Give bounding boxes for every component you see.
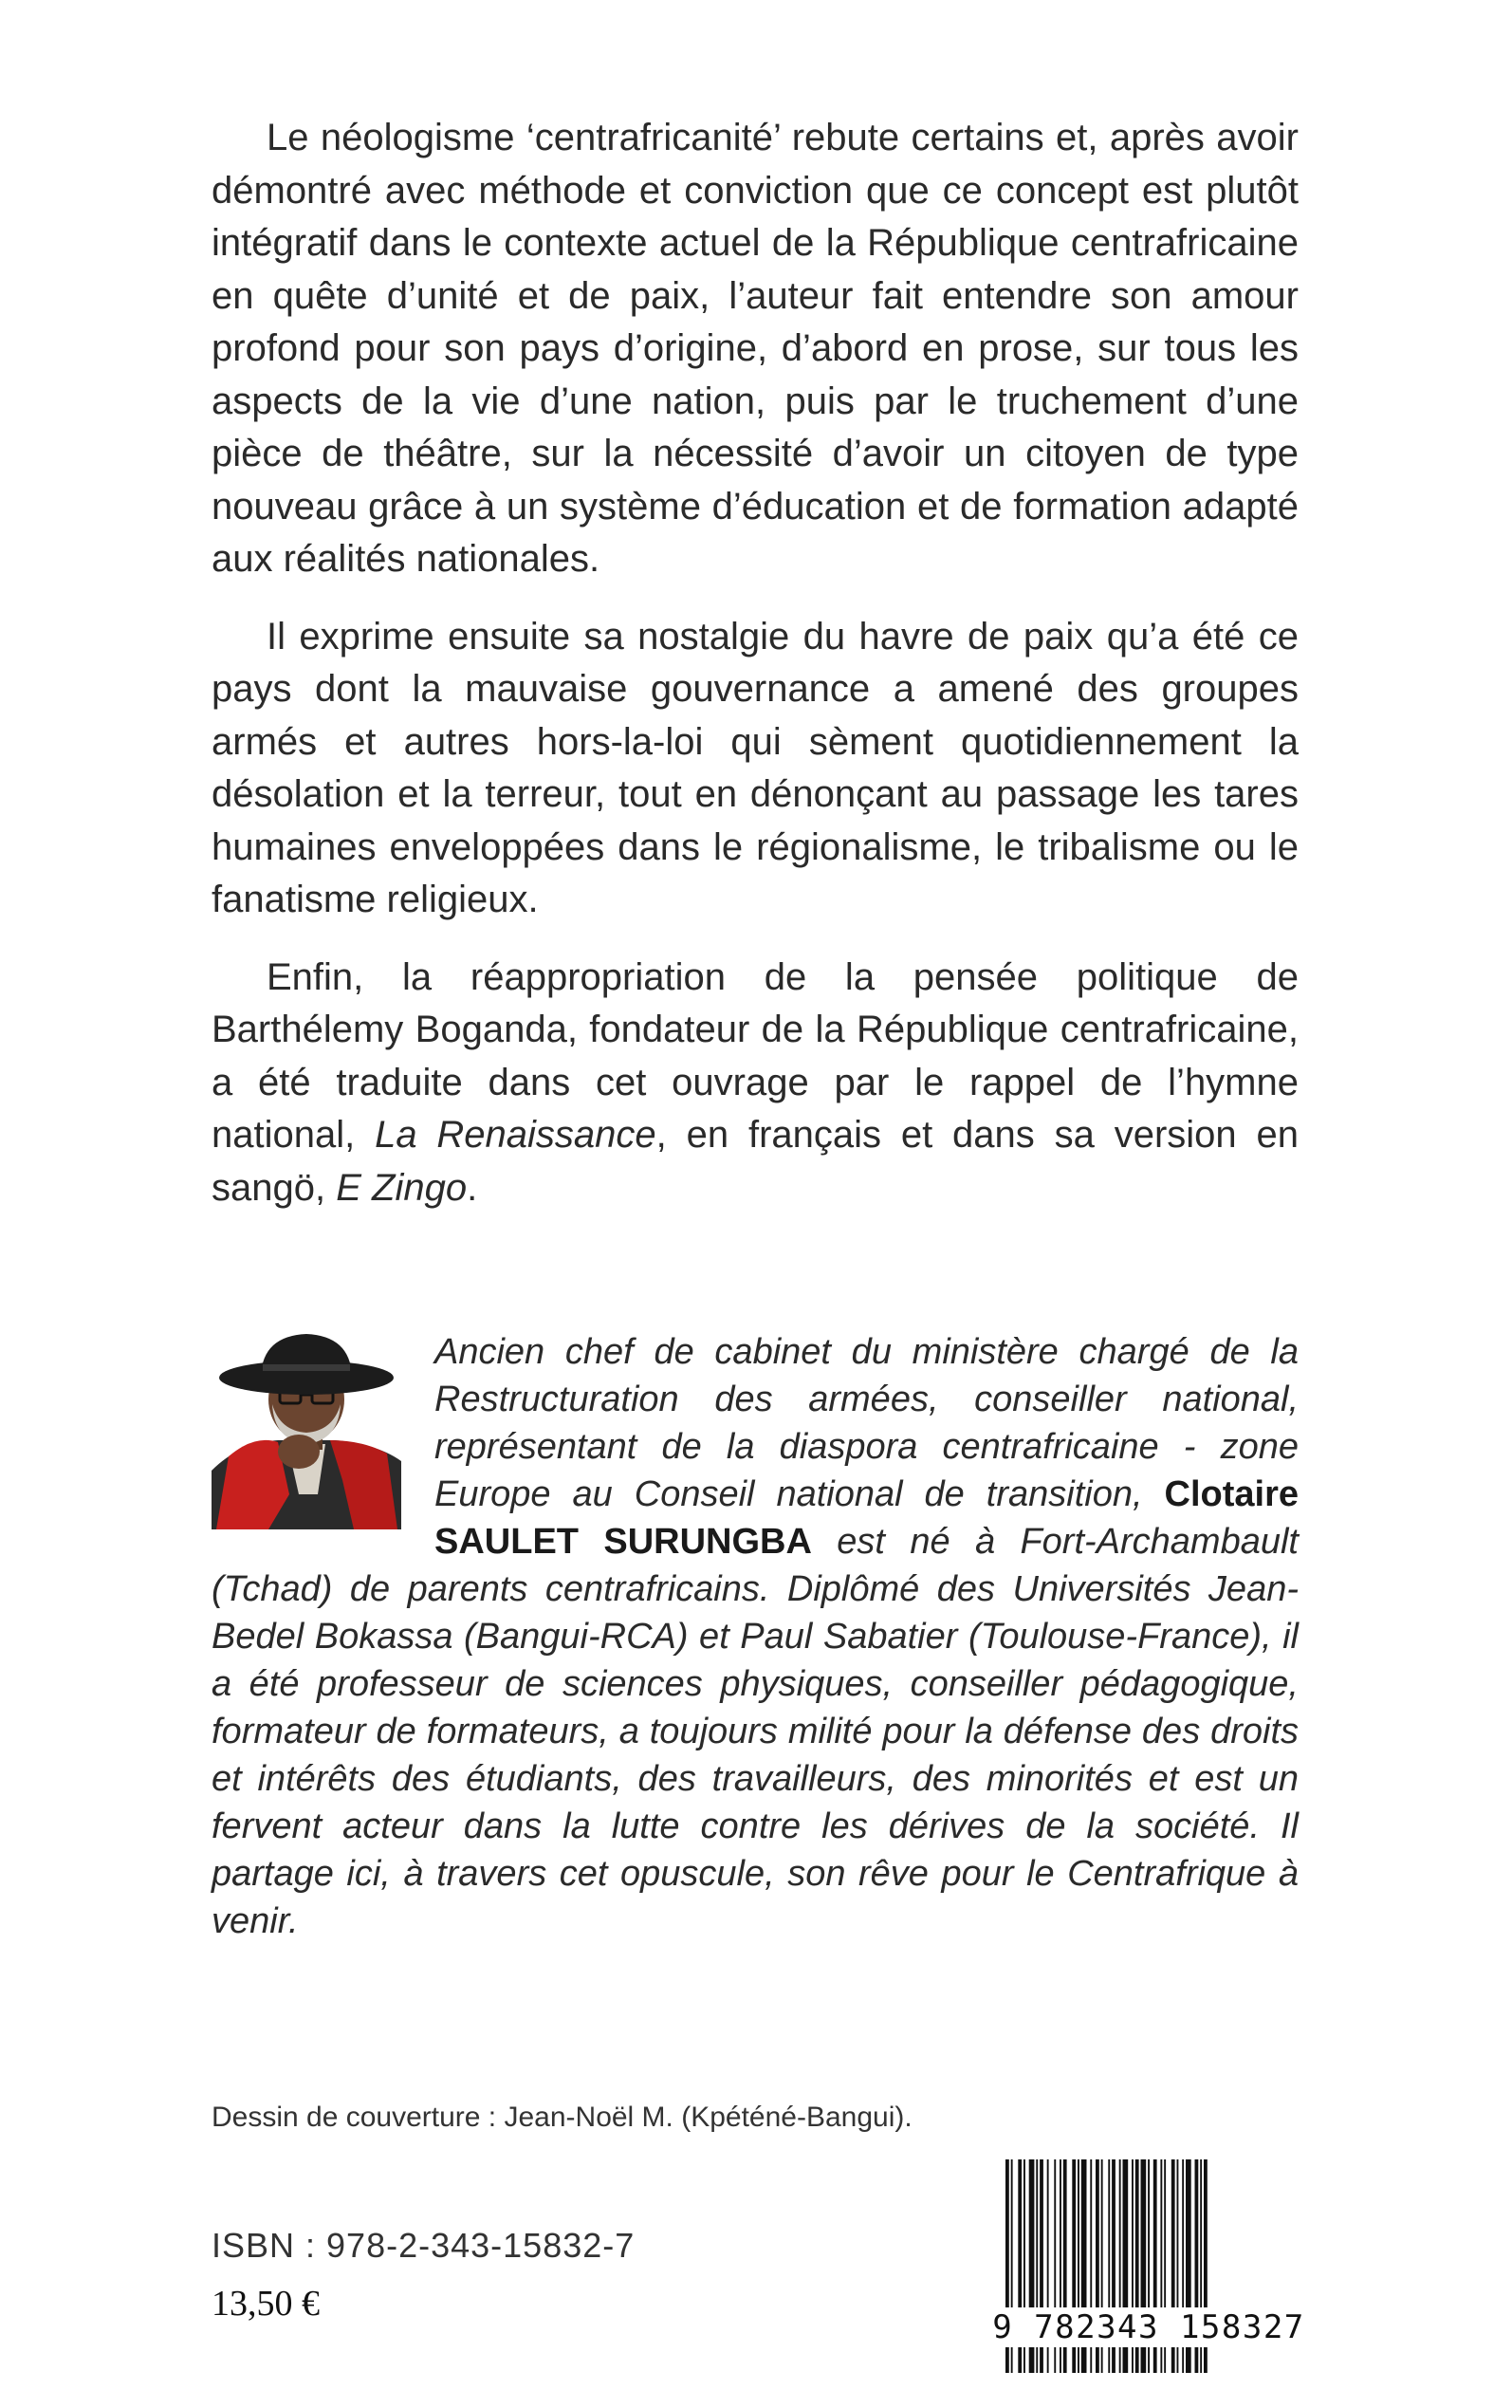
blurb-paragraph-1: Le néologisme ‘centrafricanité’ rebute certains et, après avoir démontré avec méthode et conviction que ce concept est plutôt intégratif dans le contexte actuel de la République centrafricaine en quête d’unité et de paix, l’auteur fait entendre son amour profond pour son pays d’origine, d’abord en prose, sur tous les aspects de la vie d’une nation, puis par le truchement d’une pièce de théâtre, sur la nécessité d’avoir un citoyen de type nouveau grâce à un système d’éducation et de formation adapté aux réalités nationales.	[212, 117, 1299, 580]
isbn: ISBN : 978-2-343-15832-7	[212, 2226, 636, 2265]
author-portrait	[212, 1328, 401, 1529]
bio-text-a: Ancien chef de cabinet du ministère chargé de la Restructuration des armées, conseiller national, représentant de la diaspora centrafricaine - zone Europe au Conseil national de transition,	[434, 1332, 1299, 1514]
author-name: Clotaire SAULET SURUNGBA	[434, 1474, 1299, 1562]
bio-text-b: est né à Fort-Archambault (Tchad) de parents centrafricains. Diplômé des Universités Jean-Bedel Bokassa (Bangui-RCA) et Paul Sabatier (Toulouse-France), il a été professeur de sciences physiques, conseiller pédagogique, formateur de formateurs, a toujours milité pour la défense des droits et intérêts des étudiants, des travailleurs, des minorités et est un fervent acteur dans la lutte contre les dérives de la société. Il partage ici, à travers cet opuscule, son rêve pour le Centrafrique à venir.	[212, 1522, 1299, 1941]
anthem-title-sango: E Zingo	[336, 1166, 468, 1209]
blurb-paragraph-3	[212, 952, 1299, 1215]
blurb-p3-text-c: .	[467, 1166, 478, 1209]
cover-credit: Dessin de couverture : Jean-Noël M. (Kpéténé-Bangui).	[212, 2102, 913, 2133]
author-bio	[212, 1328, 1299, 1945]
blurb	[212, 112, 1299, 1239]
blurb-p3-text-a: Enfin, la réappropriation de la pensée politique de Barthélemy Boganda, fondateur de la République centrafricaine, a été traduite dans cet ouvrage par le rappel de l’hymne national,	[212, 955, 1299, 1156]
price: 13,50 €	[212, 2284, 320, 2324]
blurb-p3-text-b: , en français et dans sa version en sangö,	[212, 1114, 1300, 1209]
blurb-paragraph-2: Il exprime ensuite sa nostalgie du havre de paix qu’a été ce pays dont la mauvaise gouvernance a amené des groupes armés et autres hors-la-loi qui sèment quotidiennement la désolation et la terreur, tout en dénonçant au passage les tares humaines enveloppées dans le régionalisme, le tribalisme ou le fanatisme religieux.	[212, 615, 1299, 920]
barcode-digits: 9 782343 158327	[992, 2308, 1305, 2346]
anthem-title-french: La Renaissance	[375, 1114, 656, 1156]
